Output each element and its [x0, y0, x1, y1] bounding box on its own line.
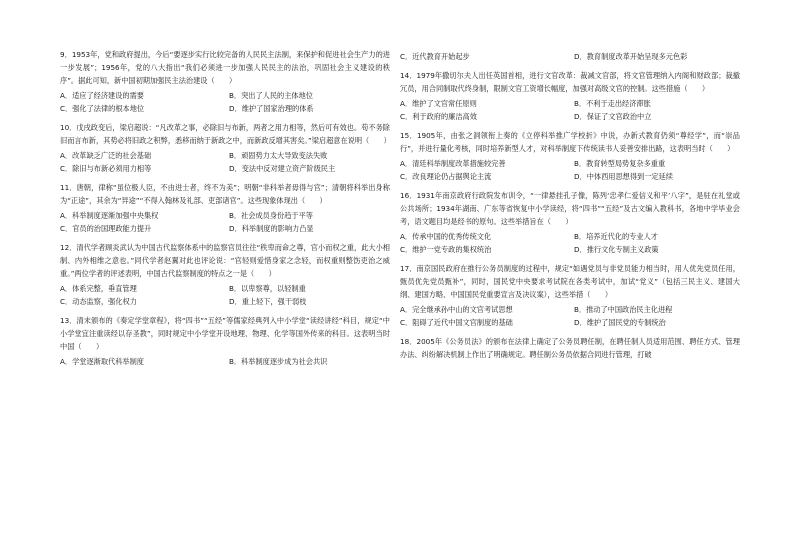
option-d: D．教育制度改革开始呈现多元色彩 [574, 52, 688, 61]
option-c: C．维护一党专政的集权统治 [400, 245, 492, 254]
option-c: C．利于政府的廉洁高效 [400, 112, 477, 121]
option-c: C．除旧与布新必须用力相等 [60, 164, 152, 173]
option-d: D．科举制度的影响力凸显 [229, 224, 314, 233]
left-column [60, 48, 390, 374]
option-b: B．突出了人民的主体地位 [229, 91, 313, 100]
option-b: B．推动了中国政治民主化进程 [574, 305, 673, 314]
option-c: C．改良理论仍占据舆论主流 [400, 172, 492, 181]
option-a: A．清廷科举制度改革措施较完善 [400, 159, 506, 168]
option-c: C．强化了法律的根本地位 [60, 104, 145, 113]
option-d: D．维护了国家治理的体系 [229, 104, 314, 113]
option-d: D．推行文化专制主义政策 [574, 245, 659, 254]
option-a: A．传承中国的优秀传统文化 [400, 232, 492, 241]
question-18 [400, 335, 740, 361]
right-column [400, 48, 740, 367]
option-b: B．教育转型局势复杂多重重 [574, 159, 666, 168]
option-d: D．变法中反对建立资产阶级民主 [229, 164, 336, 173]
option-a: A．科举制度逐渐加强中央集权 [60, 211, 159, 220]
option-d: D．重上轻下，强干弱枝 [229, 297, 307, 306]
options [60, 89, 390, 115]
option-a: A．维护了文官常任原则 [400, 99, 477, 108]
question-16 [400, 189, 740, 256]
option-c: C．阻碍了近代中国文官制度的基础 [400, 318, 513, 327]
option-a: A．学堂逐渐取代科举制度 [60, 357, 144, 366]
options [60, 149, 390, 175]
options [60, 209, 390, 235]
question-15 [400, 129, 740, 183]
question-text: 14．1979年撒切尔夫人出任英国首相，进行文官改革：裁减文官部，将文官管理纳入内阁和财政部；裁撤冗员，用合同制取代终身制，限制文官工资增长幅度，加强对高级文官的控制。这些措施（ ） [400, 71, 740, 93]
question-text: 15．1905年，由张之洞领衔上奏的《立停科举推广学校折》中说，办新式教育仍须“尊经学”，而“崇品行”，并进行量化考核，同时培养新型人才，对科举制度下传统读书人妥善安排出路，这表明当时（ ） [400, 131, 740, 153]
option-c: C．动态监察，强化权力 [60, 297, 137, 306]
option-b: B．培养近代化的专业人才 [574, 232, 658, 241]
question-text: 13．清末颁布的《奏定学堂章程》，将“四书”“五经”等儒家经典列入中小学堂“读经讲经”科目，规定“中小学堂宜注重读经以存圣教”，同时规定中小学堂开设地理、物理、化学等国外传来的科目。这表明当时中国（ ） [60, 316, 390, 351]
question-text: 9．1953年，党和政府提出，今后“要逐步实行比较完备的人民民主法制，来保护和促进社会生产力的进一步发展”；1956年，党的八大指出“我们必须进一步加强人民民主的法治，巩固社会主义建设的秩序”。据此可知，新中国初期加强民主法治建设（ ） [60, 50, 390, 85]
option-a: A．完全继承孙中山的文官考试思想 [400, 305, 513, 314]
option-c: C．近代教育开始起步 [400, 52, 470, 61]
question-11 [60, 181, 390, 235]
question-17 [400, 262, 740, 329]
question-text: 17．南京国民政府在推行公务员制度的过程中，规定“如遇党员与非党员能力相当时，用人优先党员任用，甄员优先党员甄补”，同时，国民党中央要求考试院在各类考试中，加试“党义”（包括三民主义、建国大纲、建国方略、中国国民党重要宣言及决议案），这些举措（ ） [400, 264, 740, 299]
option-b: B．科举制度逐步成为社会共识 [229, 357, 328, 366]
option-b: B．不利于走出经济滞胀 [574, 99, 651, 108]
question-9 [60, 48, 390, 115]
option-b: B．社会成员身份趋于平等 [229, 211, 313, 220]
option-b: B．顽固势力太大导致变法失败 [229, 151, 328, 160]
options [400, 97, 740, 123]
question-text: 12．清代学者顾炎武认为中国古代监察体系中的监察官员往往“秩卑而命之尊，官小而权之重，此大小相制、内外相维之意也。”同代学者赵翼对此也评论说：“官轻则爱惜身家之念轻，而权重则整饬吏治之威重。”两位学者的评述表明，中国古代监察制度的特点之一是（ ） [60, 243, 390, 278]
option-d: D．中体西用思想得到一定延续 [574, 172, 673, 181]
question-text: 16．1931年南京政府行政院发布训令，“一律悬挂孔子像，陈列‘忠孝仁爱信义和平’八字”，是驻在礼堂或公共场所；1934年湖南、广东等省恢复中小学读经，将“四书”“五经”及古文编入教科书，各地中学毕业会考，语文题目均是经书的原句。这些举措旨在（ ） [400, 191, 740, 226]
option-c: C．官员的治国理政能力提升 [60, 224, 152, 233]
option-a: A．改革缺乏广泛的社会基础 [60, 151, 152, 160]
question-text: 10．戊戌政变后，梁启超说：“凡改革之事，必除旧与布新，两者之用力相等，然后可有效也。苟不务除旧而言布新，其势必将旧政之积弊，悉移而纳于新政之中，而新政反增其害矣。”梁启超意在说明（ ） [60, 123, 391, 145]
question-12 [60, 241, 390, 308]
options [400, 230, 740, 256]
options [400, 157, 740, 183]
question-14 [400, 69, 740, 123]
question-text: 11．唐朝，律称“虽位极人臣，不由进士者，终不为美”；明朝“非科举者毋得与官”；清朝将科举出身称为“正途”，其余为“异途”“不得入翰林及礼部、吏部诸官”。这些现象体现出（ ） [60, 183, 390, 205]
question-13-continued [400, 50, 740, 63]
options [60, 355, 390, 368]
question-text: 18．2005年《公务员法》的颁布在法律上确定了公务员聘任制，在聘任制人员适用范围、聘任方式、管理办法、纠纷解决机制上作出了明确规定。聘任制公务员依据合同进行管理，打破 [400, 337, 740, 359]
options [400, 303, 740, 329]
options [60, 282, 390, 308]
question-10 [60, 121, 390, 175]
options [400, 50, 740, 63]
option-b: B．以卑察尊，以轻制重 [229, 284, 306, 293]
option-a: A．适应了经济建设的需要 [60, 91, 144, 100]
option-d: D．维护了国民党的专制统治 [574, 318, 666, 327]
option-a: A．体系完整，垂直管理 [60, 284, 137, 293]
option-d: D．保证了文官政治中立 [574, 112, 652, 121]
question-13 [60, 314, 390, 368]
